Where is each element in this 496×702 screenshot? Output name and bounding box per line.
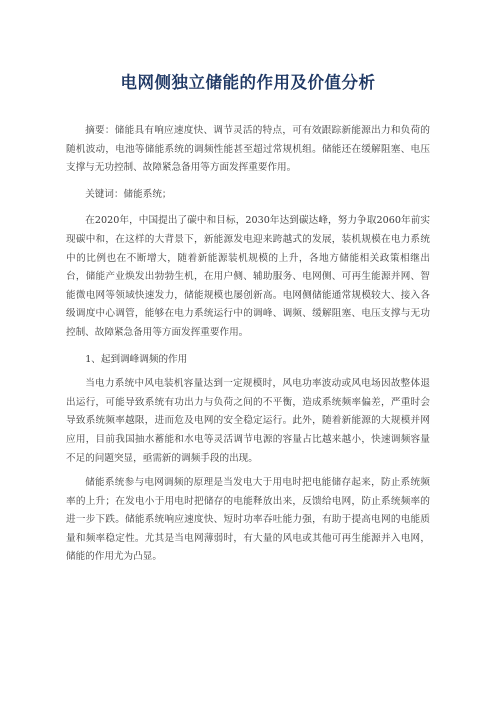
intro-paragraph: 在2020年，中国提出了碳中和目标，2030年达到碳达峰，努力争取2060年前实现碳中和，在这样的大背景下，新能源发电迎来跨越式的发展，装机规模在电力系统中的比例也在不断增大，随着新能源装机规模的上升，各地方储能相关政策相继出台，储能产业焕发出勃勃生机，在用户侧、辅助服务、电网侧、可再生能源并网、智能微电网等领域快速发力，储能规模也屡创新高。电网侧储能通常规模较大、接入各级调度中心调管，能够在电力系统运行中的调峰、调频、缓解阻塞、电压支撑与无功控制、故障紧急备用等方面发挥重要作用。 (66, 215, 430, 338)
document-title: 电网侧独立储能的作用及价值分析 (120, 73, 376, 92)
keywords-line: 关键词：储能系统； (85, 188, 172, 200)
section-1-paragraph-1: 当电力系统中风电装机容量达到一定规模时，风电功率波动或风电场因故整体退出运行，可能导致系统有功出力与负荷之间的不平衡，造成系统频率偏差，严重时会导致系统频率越限，进而危及电网的安全稳定运行。此外，随着新能源的大规模并网应用，目前我国抽水蓄能和水电等灵活调节电源的容量占比越来越小，快速调频容量不足的问题突显，亟需新的调频手段的出现。 (66, 378, 430, 464)
abstract-paragraph: 摘要：储能具有响应速度快、调节灵活的特点，可有效跟踪新能源出力和负荷的随机波动，电池等储能系统的调频性能甚至超过常规机组。储能还在缓解阻塞、电压支撑与无功控制、故障紧急备用等方面发挥重要作用。 (66, 125, 430, 174)
section-1-paragraph-2: 储能系统参与电网调频的原理是当发电大于用电时把电能储存起来，防止系统频率的上升；在发电小于用电时把储存的电能释放出来，反馈给电网，防止系统频率的进一步下跌。储能系统响应速度快、短时功率吞吐能力强，有助于提高电网的电能质量和频率稳定性。尤其是当电网薄弱时，有大量的风电或其他可再生能源并入电网，储能的作用尤为凸显。 (66, 477, 430, 563)
section-1-heading: 1、起到调峰调频的作用 (85, 353, 188, 365)
